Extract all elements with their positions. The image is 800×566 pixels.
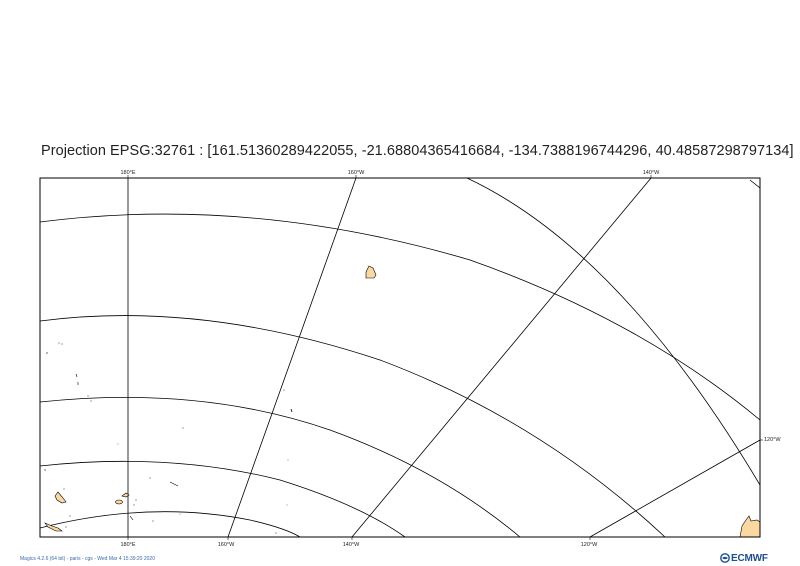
island-line [130, 516, 133, 520]
island-land [45, 523, 62, 531]
islet [183, 428, 184, 429]
islet [284, 390, 285, 391]
parallel-line [40, 397, 520, 537]
parallel-line [40, 461, 405, 537]
parallel-line [40, 214, 760, 420]
land-features [44, 266, 760, 537]
bottom-label: 120°W [580, 542, 598, 548]
islet [118, 444, 119, 445]
islet [136, 500, 137, 501]
island-land [116, 500, 123, 504]
map-title: Projection EPSG:32761 : [161.51360289422055, -21.68804365416684, -134.7388196744296, 40.48587298797134] [41, 143, 794, 159]
graticule [40, 178, 760, 537]
coast-land [740, 516, 760, 537]
right-label: 120°W [764, 437, 781, 443]
footer-credit: Magics 4.2.6 (64 bit) - paris - cgs - Wed Mar 4 15:39:20 2020 [20, 556, 155, 562]
islet [287, 505, 288, 506]
ecmwf-logo [720, 552, 768, 564]
island-land [366, 266, 376, 278]
islet [88, 396, 89, 397]
islet [288, 460, 289, 461]
top-label: 140°W [642, 170, 660, 176]
meridian-line [750, 180, 760, 188]
map-frame [40, 178, 760, 537]
top-label: 160°W [347, 170, 365, 176]
islet [44, 469, 45, 470]
parallel-line [40, 316, 665, 537]
islet [153, 521, 154, 522]
islet [64, 489, 65, 490]
islet [180, 514, 181, 515]
island-line [291, 409, 292, 412]
bottom-label: 160°W [217, 542, 235, 548]
ecmwf-logo-icon [720, 553, 730, 563]
top-label: 180°E [120, 170, 136, 176]
islet [70, 516, 71, 517]
islet [59, 343, 60, 344]
bottom-label: 180°E [120, 542, 136, 548]
islet [276, 533, 277, 534]
islet [66, 527, 67, 528]
island-land [55, 492, 66, 503]
island-line [170, 482, 178, 486]
islet [134, 505, 135, 506]
ecmwf-logo-text: ECMWF [731, 552, 768, 564]
meridian-line [228, 178, 356, 537]
islet [150, 478, 151, 479]
meridian-line [590, 440, 760, 537]
islet [62, 344, 63, 345]
parallel-line [40, 512, 300, 537]
ticks [128, 175, 763, 540]
islet [91, 401, 92, 402]
islet [46, 352, 47, 353]
bottom-label: 140°W [342, 542, 360, 548]
meridian-line [352, 178, 651, 537]
parallel-line [467, 178, 760, 485]
island-line [76, 374, 78, 385]
small-islands [44, 343, 288, 534]
